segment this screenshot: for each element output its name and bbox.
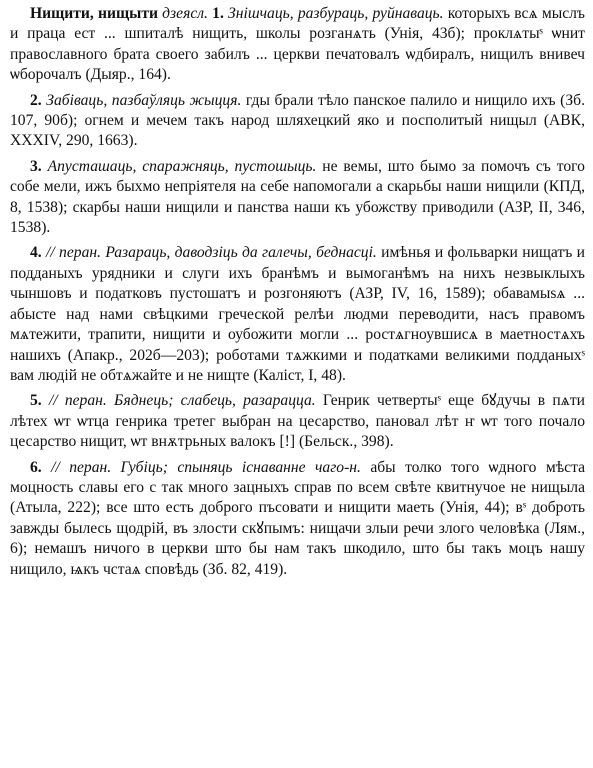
sense-4 [10, 243, 585, 386]
sense-5 [10, 391, 585, 452]
sense-number: 4. [30, 244, 42, 262]
sense-number: 3. [30, 157, 42, 175]
sense-definition: Апусташаць, спаражняць, пустошыць. [47, 157, 317, 175]
sense-text: имѣнья и фольварки нищатъ и подданыхъ урядники и слуги ихъ бранѣмъ и вымоганѣмъ на нихъ незвыклыхъ чыншовъ и податковъ пустошатъ и розгоняютъ (АЗР, IV, 16, 1589); обавамыѕѧ ... абысте над нами свѣцкими греческой релѣи людми переводити, насъ правомъ мѧтежити, трапити, нищити и оубожити могли ... ростѧгноувшисѧ в маетностѧхъ нашихъ (Апакр., 202б—203); роботами тѧжкими и податками великими подданыхˢ вам людій не обтѧжайте и не нищте (Каліст, I, 48). [10, 244, 585, 384]
sense-1 [10, 4, 585, 86]
sense-definition: Знішчаць, разбураць, руйнаваць. [228, 5, 444, 22]
sense-number: 6. [30, 458, 42, 476]
sense-text: абы толко того ѡдного мѣста моцность славы его с так много зацныхъ справ по всем свѣте квитнучое не нищыла (Атыла, 222); все што есть доброго пъсовати и нищити маеть (Унія, 44); вˢ доброть завжды былесь щодрій, въ злости скꙋпымъ: нищачи злыи речи злого человѣка (Лям., 6); немашъ ничого в церкви што бы нам такъ шкодило, што бы такъ моцъ нашу нищило, ѩкъ чстаѧ сповѣдь (Зб. 82, 419). [10, 458, 586, 578]
sense-3 [10, 157, 585, 239]
sense-text: Генрик четвертыˢ еще бꙋдучы в пѧти лѣтех ѡт ѡтца генрика третег выбран на цесарство, панoвал лѣт ҥ ѡт того почало цесарство нищит, ѡт внѫтрьных валокъ [!] (Бельск., 398). [10, 392, 586, 451]
sense-text: которыхъ всѧ мыслъ и праца ест ... шпиталѣ нищить, школы розганѧть (Унія, 43б); проклѧтыˢ ѡнит православного брата своего забилъ ... церкви печатовалъ ѡдбиралъ, нищилъ внивеч ѡборочалъ (Дыяр., 164). [10, 5, 585, 84]
sense-text: гды брали тѣло панское палило и нищило ихъ (Зб. 107, 90б); огнем и мечем такъ народ шляхецкий яко и посполитый нищыл (АВК, XXXIV, 290, 1663). [10, 91, 585, 150]
sense-definition: Забіваць, пазбаўляць жыцця. [46, 91, 242, 109]
sense-number: 2. [30, 91, 42, 109]
sense-text: не вемы, што бымо за помочъ съ того собе мели, ижъ быхмо непріятеля на себе напомогали а скарьбы наши нищили (КПД, 8, 1538); скарбы наши нищили и панства наши къ убожству приводили (АЗР, II, 346, 1538). [10, 157, 585, 237]
headword: Нищити, нищыти [30, 5, 158, 22]
sense-6 [10, 458, 585, 580]
sense-number: 1. [212, 5, 224, 22]
sense-2 [10, 91, 585, 152]
sense-definition: // перан. Разараць, даводзіць да галечы, беднасці. [46, 244, 377, 262]
grammar-label: дзеясл. [162, 5, 208, 22]
sense-definition: // перан. Губіць; спыняць існаванне чаго-н. [51, 458, 361, 476]
sense-number: 5. [30, 392, 42, 410]
sense-definition: // перан. Бяднець; слабець, разарацца. [48, 392, 316, 410]
